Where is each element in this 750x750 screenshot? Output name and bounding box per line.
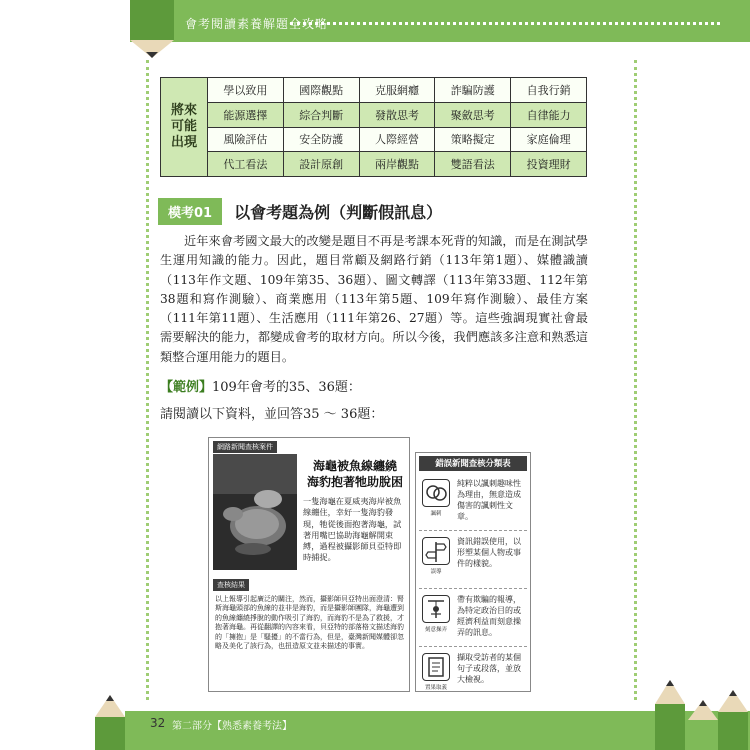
document-icon (422, 653, 450, 681)
table-cell: 雙語看法 (435, 152, 511, 177)
table-cell: 發散思考 (359, 102, 435, 127)
section-tag: 模考01 (158, 198, 222, 225)
table-cell: 能源選擇 (208, 102, 284, 127)
category-text: 純粹以諷刺趣味性為理由，無意造成傷害的諷刺性文章。 (457, 479, 521, 521)
table-cell: 設計原創 (283, 152, 359, 177)
news-photo (213, 454, 297, 570)
table-cell: 家庭倫理 (511, 127, 587, 152)
news-tag: 網路新聞查核案件 (213, 441, 277, 453)
category-text: 擷取受訪者的某個句子或段落，並放大檢視。 (457, 653, 521, 684)
table-lead-text: 將來 可能 出現 (170, 103, 197, 150)
category-row (419, 649, 527, 703)
table-cell: 人際經營 (359, 127, 435, 152)
category-divider (419, 588, 527, 589)
category-row (419, 533, 527, 587)
table-cell: 學以致用 (208, 78, 284, 103)
turtle-seal-photo-icon (213, 454, 297, 570)
table-cell: 安全防護 (283, 127, 359, 152)
example-text: 109年會考的35、36題： (212, 380, 361, 395)
table-cell: 綜合判斷 (283, 102, 359, 127)
right-dotted-border (634, 60, 637, 700)
check-result-tag: 查核結果 (213, 579, 249, 591)
news-headline (303, 458, 407, 490)
competency-table (160, 77, 587, 177)
body-paragraph (160, 232, 588, 367)
example-instruction: 請閱讀以下資料，並回答35 ～ 36題： (160, 407, 384, 422)
satire-mask-icon (422, 479, 450, 507)
pencil-icon (688, 700, 718, 750)
category-row (419, 475, 527, 529)
category-divider (419, 646, 527, 647)
table-cell: 自我行銷 (511, 78, 587, 103)
news-headline-line-1: 海龜被魚線纏繞 (312, 459, 397, 473)
footer-text: 第二部分【熟悉素養考法】 (172, 721, 292, 732)
category-label: 誤導 (430, 569, 442, 575)
header-dots (290, 22, 720, 25)
body-paragraph-text: 近年來會考國文最大的改變是題目不再是考課本死背的知識，而是在測試學生運用知識的能力。因此，題目常顧及網路行銷（113年第1題）、媒體識讀（113年作文題、109年第35、36題）、圖文轉譯（113年第33題、112年第38題和寫作測驗）、商業應用（113年第5題、109年寫作測驗）、最佳方案（111年第11題）、生活應用（111年第26、27題）等。這些強調現實社會最需要解決的能力，都變成會考的取材方向。所以今後，我們應該多注意和熟悉這類整合運用能力的題目。 (160, 234, 588, 364)
check-result-body: 以上報導引起廣泛的關注，然而，攝影師貝亞特出面澄清：腎斯海龜頭部的魚線的並非是海豹，而是攝影師團隊，海龜遭到的魚線纏繞掙脫的動作吸引了海豹，而海豹不是為了救援，才抱著海龜。再從翻譯的內容來看，貝亞特的部落格文描述海豹的「擁抱」是「騷擾」的不當行為，但是，臺灣新聞媒體卻忽略及美化了該行為，也扭造原文並未描述的事實。 (215, 595, 404, 651)
example-line (160, 376, 361, 395)
table-cell: 代工看法 (208, 152, 284, 177)
signpost-icon (422, 537, 450, 565)
pencil-icon (655, 680, 685, 750)
pencil-icon (130, 0, 174, 58)
table-cell: 聚斂思考 (435, 102, 511, 127)
pencil-icon (95, 695, 125, 750)
table-cell: 策略擬定 (435, 127, 511, 152)
page-number: 32 (150, 716, 166, 730)
news-body: 一隻海龜在夏威夷海岸被魚線纏住，幸好一隻海豹發現，牠從後面抱著海龜，試著用嘴巴協助海龜解開束縛，過程被攝影師貝亞特即時捕捉。 (303, 496, 402, 563)
category-divider (419, 530, 527, 531)
table-cell: 風險評估 (208, 127, 284, 152)
category-figure (415, 452, 531, 692)
puppet-icon (422, 595, 450, 623)
table-cell: 投資理財 (511, 152, 587, 177)
example-label: 【範例】 (160, 380, 213, 395)
table-cell: 國際觀點 (283, 78, 359, 103)
pencil-icon (718, 690, 748, 750)
table-cell: 自律能力 (511, 102, 587, 127)
category-head: 錯誤新聞查核分類表 (419, 456, 527, 471)
category-label: 刻意操弄 (424, 627, 447, 633)
category-text: 資訊錯誤使用，以形塑某個人物或事件的樣貌。 (457, 537, 521, 568)
news-figure (208, 437, 410, 692)
section-heading (158, 198, 442, 225)
table-cell: 兩岸觀點 (359, 152, 435, 177)
category-row (419, 591, 527, 645)
table-lead-cell (161, 78, 208, 177)
category-label: 諷刺 (430, 511, 442, 517)
news-headline-line-2: 海豹抱著牠助脫困 (306, 475, 403, 489)
table-cell: 克服網癮 (359, 78, 435, 103)
left-dotted-border (146, 60, 149, 700)
category-label: 置果取義 (424, 685, 447, 691)
category-text: 帶有欺騙的報導，為特定政治目的或經濟利益而刻意操弄的訊息。 (457, 595, 521, 637)
section-title: 以會考題為例（判斷假訊息） (234, 203, 443, 222)
header-title: 會考閱讀素養解題全攻略 (185, 17, 329, 31)
table-cell: 詐騙防護 (435, 78, 511, 103)
